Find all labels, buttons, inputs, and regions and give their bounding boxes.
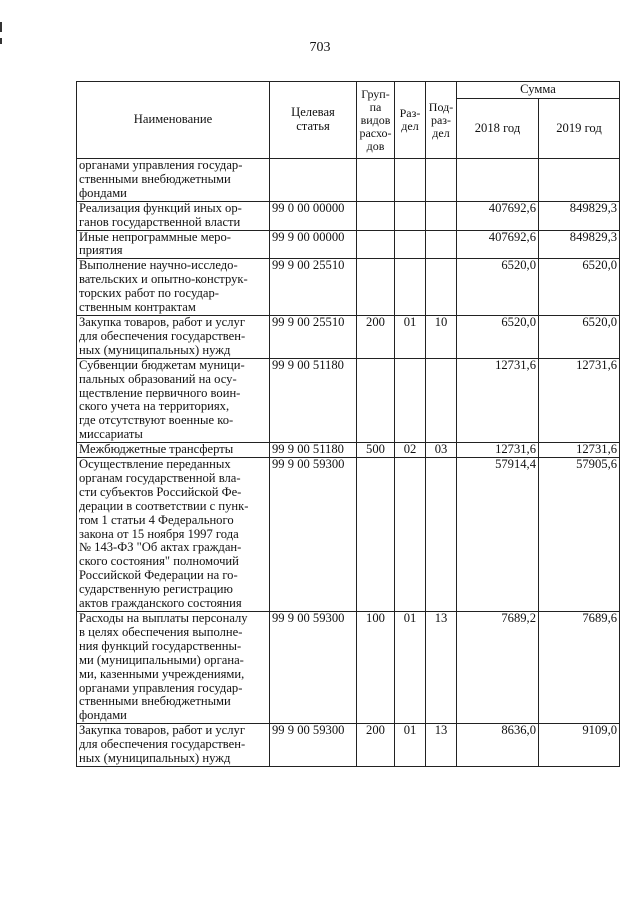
- table-row: [77, 159, 620, 202]
- cell-expense-group: [357, 458, 395, 612]
- cell-sum-2019: 57905,6: [539, 458, 620, 612]
- cell-section: [395, 358, 426, 442]
- scan-edge-mark: [0, 38, 2, 44]
- cell-subsection: 13: [426, 724, 457, 767]
- cell-section: [395, 458, 426, 612]
- cell-sum-2018: 7689,2: [457, 612, 539, 724]
- cell-target-article: 99 0 00 00000: [270, 201, 357, 230]
- cell-section: 01: [395, 315, 426, 358]
- cell-target-article: 99 9 00 59300: [270, 724, 357, 767]
- cell-expense-group: [357, 259, 395, 316]
- cell-sum-2018: 6520,0: [457, 315, 539, 358]
- cell-target-article: 99 9 00 59300: [270, 612, 357, 724]
- cell-sum-2018: 12731,6: [457, 443, 539, 458]
- cell-sum-2018: 407692,6: [457, 230, 539, 259]
- budget-table: [76, 81, 620, 767]
- table-row: [77, 612, 620, 724]
- cell-sum-2019: 6520,0: [539, 315, 620, 358]
- cell-section: [395, 159, 426, 202]
- header-section: Раз- дел: [395, 82, 426, 159]
- cell-subsection: [426, 259, 457, 316]
- cell-sum-2018: 6520,0: [457, 259, 539, 316]
- table-row: [77, 259, 620, 316]
- page-number: 703: [309, 40, 331, 55]
- header-year-2018: 2018 год: [457, 99, 539, 159]
- cell-target-article: 99 9 00 59300: [270, 458, 357, 612]
- cell-expense-group: 200: [357, 315, 395, 358]
- cell-sum-2019: 849829,3: [539, 230, 620, 259]
- header-target: Целевая статья: [270, 82, 357, 159]
- cell-target-article: 99 9 00 00000: [270, 230, 357, 259]
- header-year-2019: 2019 год: [539, 99, 620, 159]
- header-sum: Сумма: [457, 82, 620, 99]
- cell-name: Иные непрограммные меро- приятия: [77, 230, 270, 259]
- cell-subsection: [426, 201, 457, 230]
- cell-subsection: [426, 458, 457, 612]
- cell-subsection: [426, 358, 457, 442]
- cell-sum-2019: 6520,0: [539, 259, 620, 316]
- cell-section: [395, 201, 426, 230]
- cell-sum-2019: 12731,6: [539, 443, 620, 458]
- cell-subsection: [426, 230, 457, 259]
- cell-name: Межбюджетные трансферты: [77, 443, 270, 458]
- cell-name: Закупка товаров, работ и услуг для обеспечения государствен- ных (муниципальных) нужд: [77, 724, 270, 767]
- table-row: [77, 458, 620, 612]
- cell-sum-2019: 849829,3: [539, 201, 620, 230]
- cell-subsection: 10: [426, 315, 457, 358]
- cell-sum-2018: 407692,6: [457, 201, 539, 230]
- cell-sum-2018: [457, 159, 539, 202]
- cell-sum-2018: 12731,6: [457, 358, 539, 442]
- cell-sum-2019: 7689,6: [539, 612, 620, 724]
- cell-subsection: [426, 159, 457, 202]
- header-subsection: Под- раз- дел: [426, 82, 457, 159]
- header-group: Груп- па видов расхо- дов: [357, 82, 395, 159]
- cell-expense-group: 500: [357, 443, 395, 458]
- cell-name: Выполнение научно-исследо- вательских и опытно-конструк- торских работ по государ- ственным контрактам: [77, 259, 270, 316]
- cell-expense-group: 200: [357, 724, 395, 767]
- header-name: Наименование: [77, 82, 270, 159]
- scan-edge-mark: [0, 22, 2, 32]
- cell-name: Закупка товаров, работ и услуг для обеспечения государствен- ных (муниципальных) нужд: [77, 315, 270, 358]
- cell-sum-2018: 57914,4: [457, 458, 539, 612]
- cell-name: органами управления государ- ственными внебюджетными фондами: [77, 159, 270, 202]
- cell-section: [395, 259, 426, 316]
- table-row: [77, 230, 620, 259]
- cell-target-article: [270, 159, 357, 202]
- cell-section: 01: [395, 724, 426, 767]
- table-row: [77, 443, 620, 458]
- cell-section: 02: [395, 443, 426, 458]
- table-row: [77, 724, 620, 767]
- cell-sum-2018: 8636,0: [457, 724, 539, 767]
- cell-expense-group: [357, 230, 395, 259]
- cell-expense-group: [357, 358, 395, 442]
- table-body: [77, 159, 620, 767]
- cell-sum-2019: [539, 159, 620, 202]
- table-row: [77, 358, 620, 442]
- cell-target-article: 99 9 00 25510: [270, 259, 357, 316]
- cell-name: Осуществление переданных органам государственной вла- сти субъектов Российской Фе- дерации в соответствии с пунк- том 1 статьи 4 Федерального закона от 15 ноября 1997 года № 143-ФЗ "Об актах граждан- ского состояния" полномочий Российской Федерации на го- сударственную регистрацию актов гражданского состояния: [77, 458, 270, 612]
- cell-target-article: 99 9 00 25510: [270, 315, 357, 358]
- cell-sum-2019: 9109,0: [539, 724, 620, 767]
- cell-section: [395, 230, 426, 259]
- cell-expense-group: [357, 159, 395, 202]
- cell-name: Реализация функций иных ор- ганов государственной власти: [77, 201, 270, 230]
- cell-target-article: 99 9 00 51180: [270, 358, 357, 442]
- cell-subsection: 03: [426, 443, 457, 458]
- cell-sum-2019: 12731,6: [539, 358, 620, 442]
- table-row: [77, 315, 620, 358]
- cell-name: Субвенции бюджетам муници- пальных образований на осу- ществление первичного воин- ского учета на территориях, где отсутствуют военные ко- миссариаты: [77, 358, 270, 442]
- cell-name: Расходы на выплаты персоналу в целях обеспечения выполне- ния функций государственны- ми (муниципальными) органа- ми, казенными учреждениями, органами управления государ- ственными внебюджетными фондами: [77, 612, 270, 724]
- cell-section: 01: [395, 612, 426, 724]
- cell-expense-group: [357, 201, 395, 230]
- cell-target-article: 99 9 00 51180: [270, 443, 357, 458]
- cell-subsection: 13: [426, 612, 457, 724]
- table-row: [77, 201, 620, 230]
- cell-expense-group: 100: [357, 612, 395, 724]
